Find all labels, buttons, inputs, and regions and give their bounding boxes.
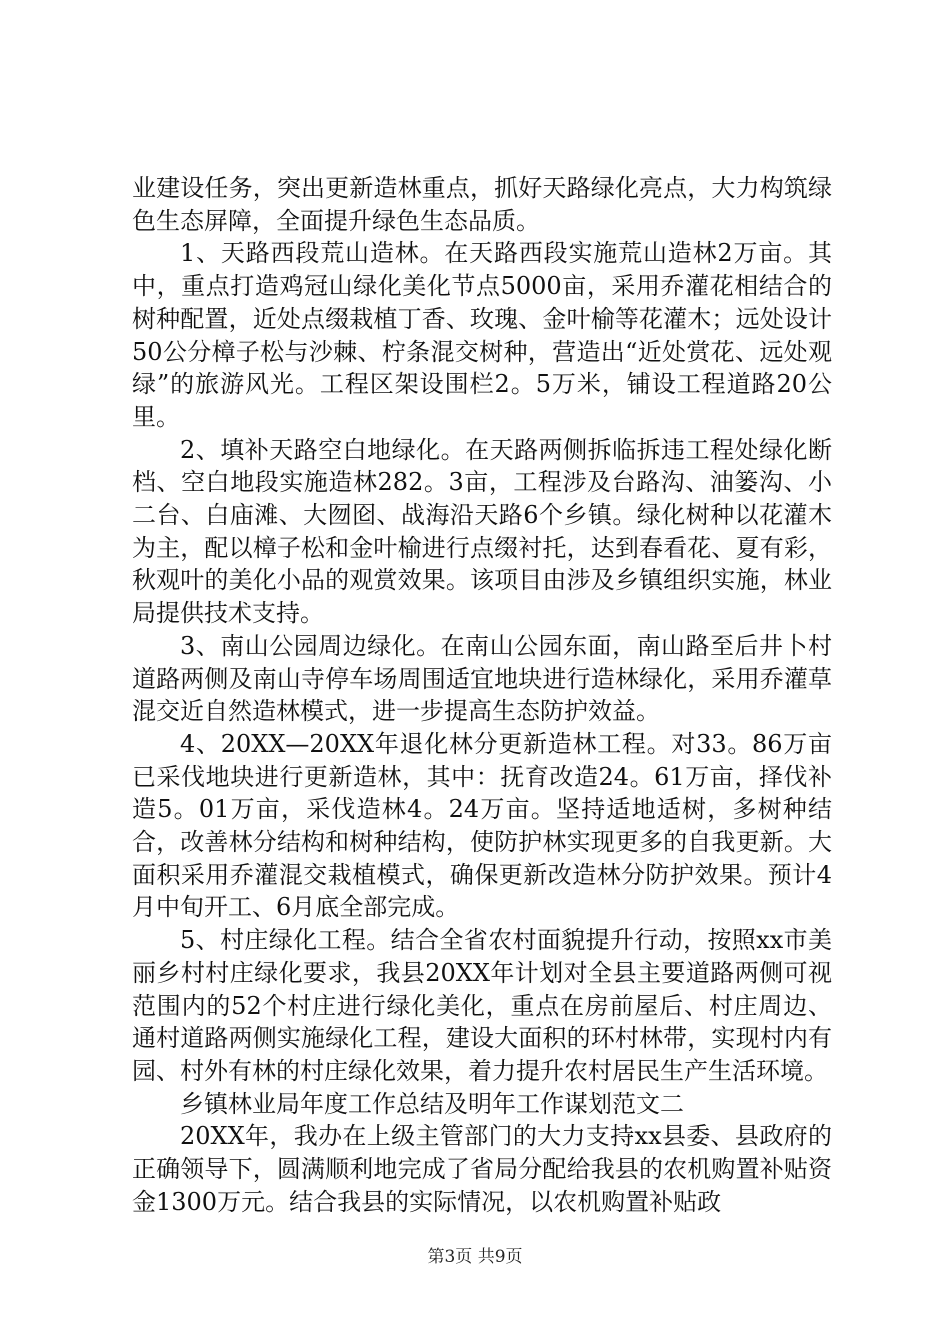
page-footer: 第3页 共9页 [427,1247,523,1267]
section-heading: 乡镇林业局年度工作总结及明年工作谋划范文二 [180,1089,684,1118]
paragraph-item-5: 5、村庄绿化工程。结合全省农村面貌提升行动，按照xx市美丽乡村村庄绿化要求，我县20XX年计划对全县主要道路两侧可视范围内的52个村庄进行绿化美化，重点在房前屋后、村庄周边、通村道路两侧实施绿化工程，建设大面积的环村林带，实现村内有园、村外有林的村庄绿化效果，着力提升农村居民生产生活环境。 [132,926,832,1085]
paragraph-item-1: 1、天路西段荒山造林。在天路西段实施荒山造林2万亩。其中，重点打造鸡冠山绿化美化节点5000亩，采用乔灌花相结合的树种配置，近处点缀栽植丁香、玫瑰、金叶榆等花灌木；远处设计50公分樟子松与沙棘、柠条混交树种，营造出“近处赏花、远处观绿”的旅游风光。工程区架设围栏2。5万米，铺设工程道路20公里。 [132,239,832,431]
paragraph-section-two-intro: 20XX年，我办在上级主管部门的大力支持xx县委、县政府的正确领导下，圆满顺利地完成了省局分配给我县的农机购置补贴资金1300万元。结合我县的实际情况，以农机购置补贴政 [132,1122,832,1216]
paragraph-item-2: 2、填补天路空白地绿化。在天路两侧拆临拆违工程处绿化断档、空白地段实施造林282。3亩，工程涉及台路沟、油篓沟、小二台、白庙滩、大囫囵、战海沿天路6个乡镇。绿化树种以花灌木为主，配以樟子松和金叶榆进行点缀衬托，达到春看花、夏有彩，秋观叶的美化小品的观赏效果。该项目由涉及乡镇组织实施，林业局提供技术支持。 [132,435,832,628]
paragraph-item-4: 4、20XX—20XX年退化林分更新造林工程。对33。86万亩已采伐地块进行更新造林，其中：抚育改造24。61万亩，择伐补造5。01万亩，采伐造林4。24万亩。坚持适地适树，多树种结合，改善林分结构和树种结构，使防护林实现更多的自我更新。大面积采用乔灌混交栽植模式，确保更新改造林分防护效果。预计4月中旬开工、6月底全部完成。 [132,729,832,922]
body-text [132,172,832,1219]
paragraph-continuation: 业建设任务，突出更新造林重点，抓好天路绿化亮点，大力构筑绿色生态屏障，全面提升绿色生态品质。 [132,174,832,235]
paragraph-item-3: 3、南山公园周边绿化。在南山公园东面，南山路至后井卜村道路两侧及南山寺停车场周围适宜地块进行造林绿化，采用乔灌草混交近自然造林模式，进一步提高生态防护效益。 [132,631,832,726]
